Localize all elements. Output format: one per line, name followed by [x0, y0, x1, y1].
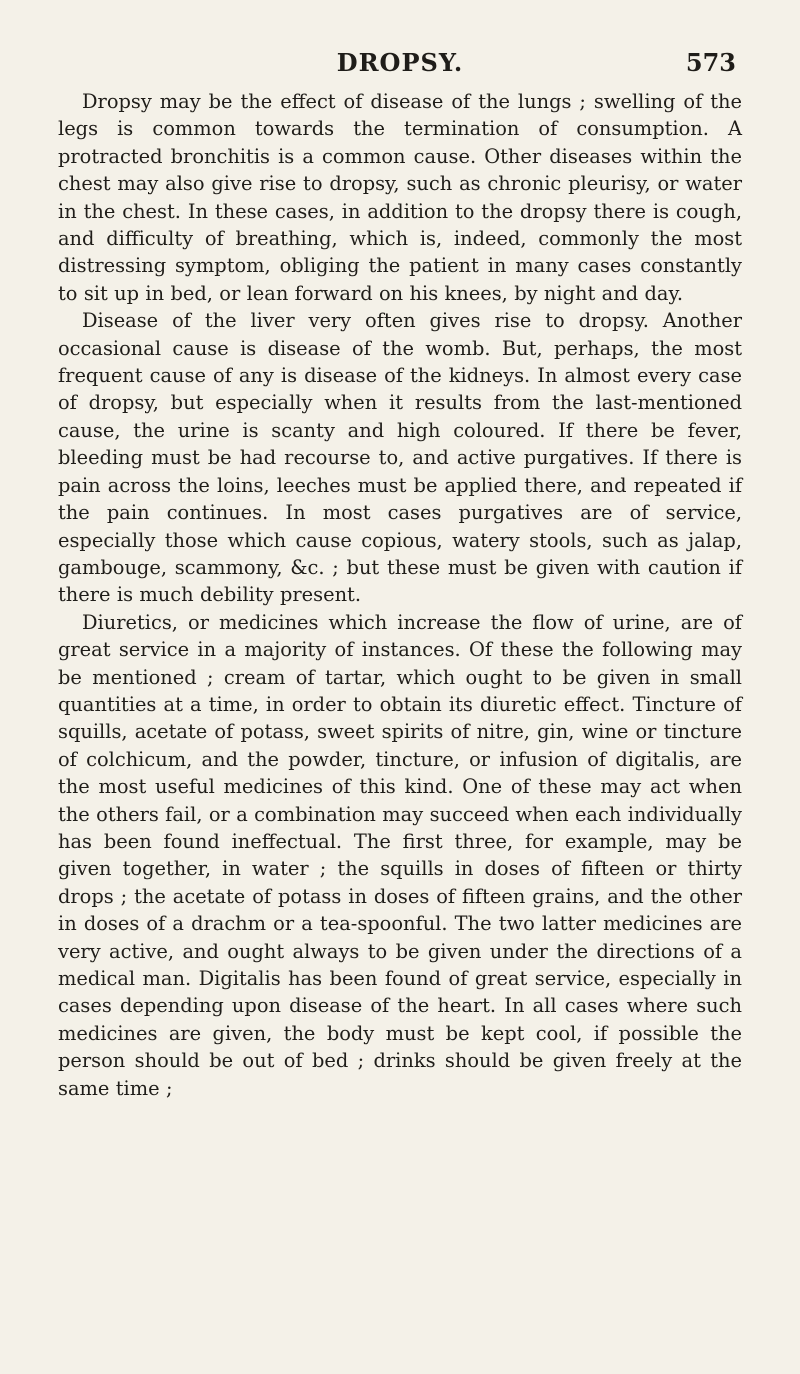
body-text — [58, 88, 742, 1102]
paragraph-2: Disease of the liver very often gives rise to dropsy. Another occasional cause is disease of the womb. But, perhaps, the most frequent cause of any is disease of the kidneys. In almost every case of dropsy, but especially when it results from the last-mentioned cause, the urine is scanty and high coloured. If there be fever, bleeding must be had recourse to, and active purgatives. If there is pain across the loins, leeches must be applied there, and repeated if the pain continues. In most cases purgatives are of service, especially those which cause copious, watery stools, such as jalap, gambouge, scammony, &c. ; but these must be given with caution if there is much debility present. — [58, 309, 742, 607]
page-number: 573 — [685, 48, 736, 77]
running-title: DROPSY. — [336, 48, 464, 77]
paragraph-1: Dropsy may be the effect of disease of the lungs ; swelling of the legs is common towards the termination of consumption. A protracted bronchitis is a common cause. Other diseases within the chest may also give rise to dropsy, such as chronic pleurisy, or water in the chest. In these cases, in addition to the dropsy there is cough, and difficulty of breathing, which is, indeed, commonly the most distressing symptom, obliging the patient in many cases constantly to sit up in bed, or lean forward on his knees, by night and day. — [58, 90, 742, 305]
paragraph-3: Diuretics, or medicines which increase the flow of urine, are of great service in a majority of instances. Of these the following may be mentioned ; cream of tartar, which ought to be given in small quantities at a time, in order to obtain its diuretic effect. Tincture of squills, acetate of potass, sweet spirits of nitre, gin, wine or tincture of colchicum, and the powder, tincture, or infusion of digitalis, are the most useful medicines of this kind. One of these may act when the others fail, or a combination may succeed when each individually has been found ineffectual. The first three, for example, may be given together, in water ; the squills in doses of fifteen or thirty drops ; the acetate of potass in doses of fifteen grains, and the other in doses of a drachm or a tea-spoonful. The two latter medicines are very active, and ought always to be given under the directions of a medical man. Digitalis has been found of great service, especially in cases depending upon disease of the heart. In all cases where such medicines are given, the body must be kept cool, if possible the person should be out of bed ; drinks should be given freely at the same time ; — [58, 610, 742, 1100]
page-header — [58, 48, 742, 80]
